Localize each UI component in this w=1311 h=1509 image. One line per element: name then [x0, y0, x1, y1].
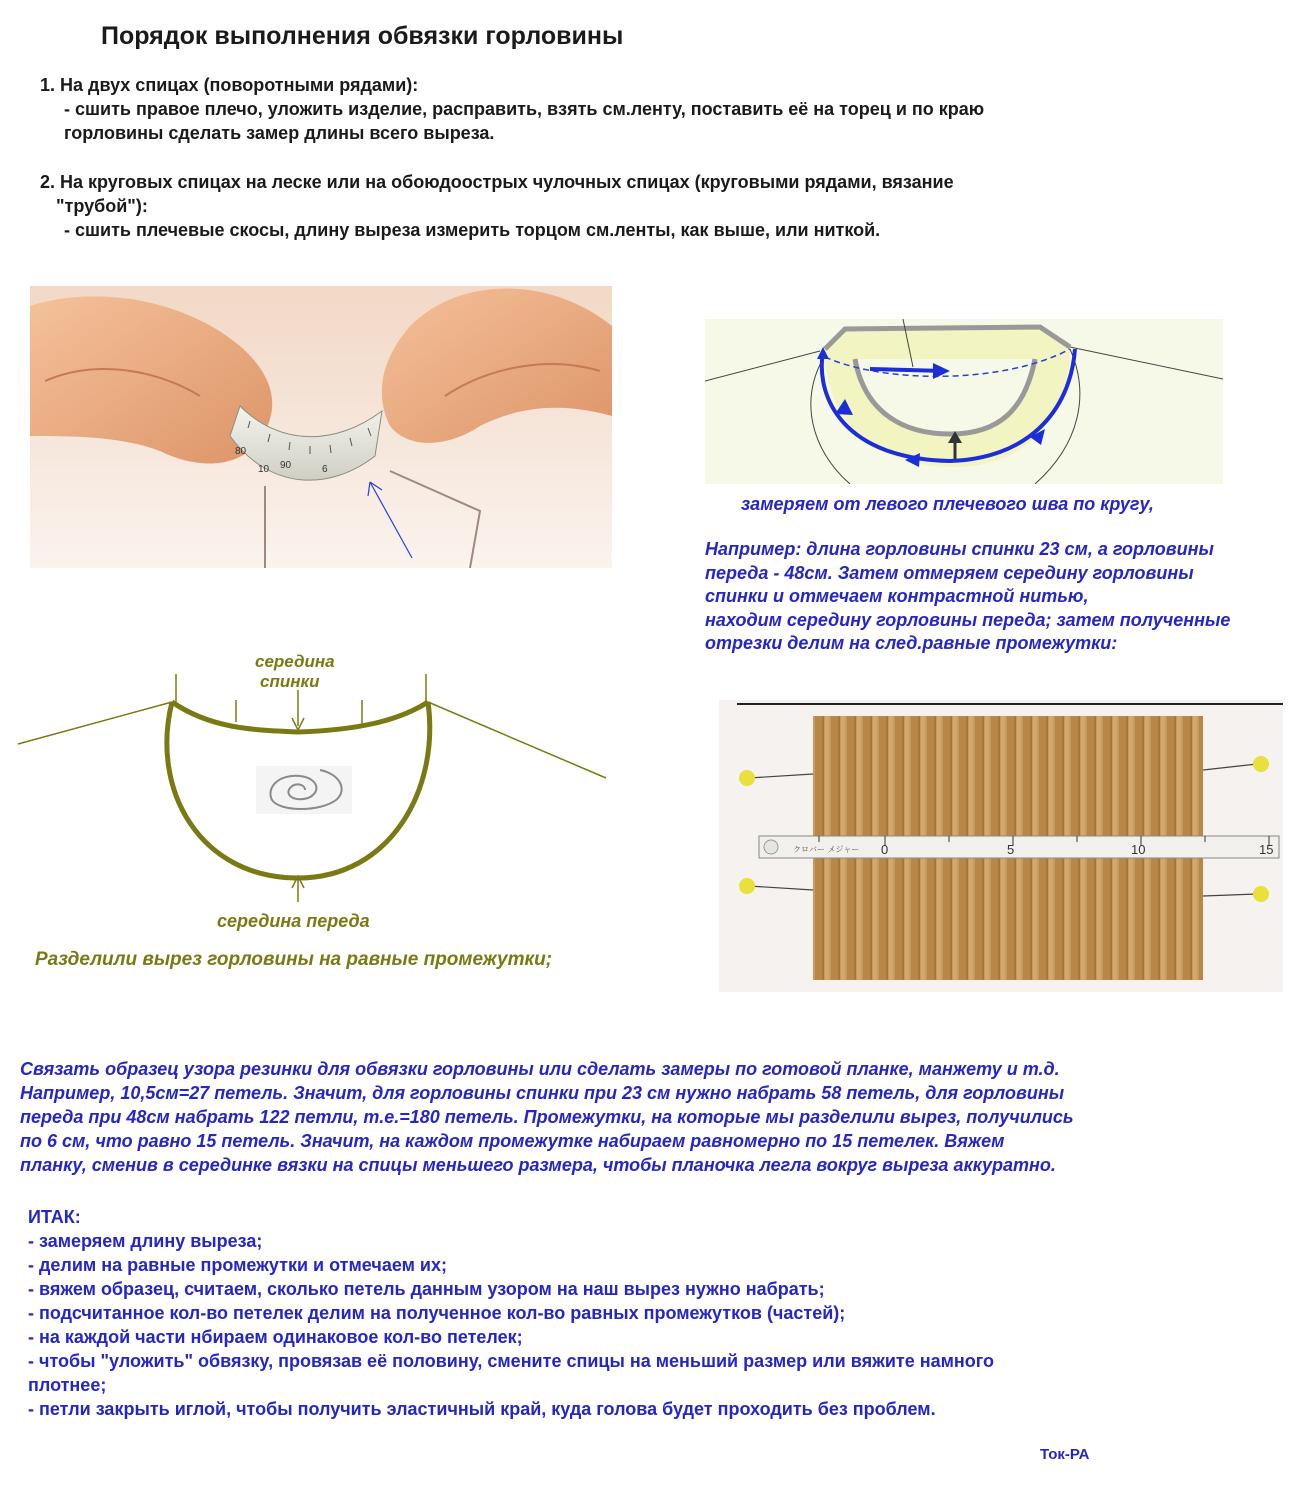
neckline-schematic	[705, 319, 1223, 484]
paragraph-line: переда при 48см набрать 122 петли, т.е.=180 петель. Промежутки, на которые мы разделили вырез, получились	[20, 1107, 1074, 1127]
diagram-caption: Разделили вырез горловины на равные промежутки;	[35, 949, 553, 970]
example-line: спинки и отмечаем контрастной нитью,	[705, 586, 1089, 606]
ruler-label-0: 0	[881, 842, 889, 857]
summary-item: - вяжем образец, считаем, сколько петель данным узором на наш вырез нужно набрать;	[28, 1279, 825, 1299]
summary-item: - замеряем длину выреза;	[28, 1231, 263, 1251]
example-line: находим середину горловины переда; затем полученные	[705, 609, 1231, 630]
step1-line1: - сшить правое плечо, уложить изделие, расправить, взять см.ленту, поставить её на торец и по краю	[64, 99, 985, 119]
ruler-label-5: 5	[1007, 842, 1015, 857]
tape-label-90: 90	[280, 460, 292, 471]
label-front-middle: середина переда	[217, 911, 370, 931]
summary-item: плотнее;	[28, 1375, 107, 1395]
tape-measure-photo	[30, 286, 612, 568]
instructions-paragraph	[20, 1057, 1074, 1177]
ruler-label-15: 15	[1259, 842, 1274, 857]
page-title: Порядок выполнения обвязки горловины	[101, 22, 624, 50]
example-line: Например: длина горловины спинки 23 см, а горловины	[705, 539, 1214, 559]
summary-item: - петли закрыть иглой, чтобы получить эластичный край, куда голова будет проходить без проблем.	[28, 1399, 936, 1419]
ruler-brand: クロバー メジャー	[793, 845, 860, 854]
caption-measure: замеряем от левого плечевого шва по кругу,	[741, 494, 1154, 514]
label-back-middle-2: спинки	[260, 672, 320, 691]
summary-item: - чтобы "уложить" обвязку, провязав её половину, смените спицы на меньший размер или вяжите намного	[28, 1351, 995, 1371]
label-back-middle-1: середина	[255, 652, 335, 671]
step2-heading-cont: "трубой"):	[56, 196, 148, 216]
example-text	[705, 538, 1230, 656]
summary-item: - на каждой части нбираем одинаковое кол-во петелек;	[28, 1327, 523, 1347]
tape-label-6: 6	[322, 464, 328, 475]
paragraph-line: Связать образец узора резинки для обвязки горловины или сделать замеры по готовой планке, манжету и т.д.	[20, 1059, 1060, 1079]
paragraph-line: Например, 10,5см=27 петель. Значит, для горловины спинки при 23 см нужно набрать 58 петель, для горловины	[20, 1083, 1065, 1103]
step1-heading: 1. На двух спицах (поворотными рядами):	[40, 75, 419, 95]
paragraph-line: планку, сменив в серединке вязки на спицы меньшего размера, чтобы планочка легла вокруг выреза аккуратно.	[20, 1155, 1056, 1175]
tape-label-80: 80	[235, 446, 247, 457]
tape-label-10: 10	[258, 464, 270, 475]
summary-heading: ИТАК:	[28, 1207, 81, 1227]
example-line: переда - 48см. Затем отмеряем середину горловины	[705, 562, 1194, 583]
summary-item: - делим на равные промежутки и отмечаем их;	[28, 1255, 447, 1275]
example-line: отрезки делим на след.равные промежутки:	[705, 633, 1118, 653]
knit-swatch-photo	[719, 700, 1283, 992]
summary-item: - подсчитанное кол-во петелек делим на полученное кол-во равных промежутков (частей);	[28, 1303, 846, 1323]
ruler-label-10: 10	[1131, 842, 1146, 857]
step2-heading: 2. На круговых спицах на леске или на обоюдоострых чулочных спицах (круговыми рядами, вязание	[40, 172, 954, 192]
paragraph-line: по 6 см, что равно 15 петель. Значит, на каждом промежутке набираем равномерно по 15 петелек. Вяжем	[20, 1131, 1005, 1151]
step2-line1: - сшить плечевые скосы, длину выреза измерить торцом см.ленты, как выше, или ниткой.	[64, 220, 881, 240]
signature: Ток-РА	[1040, 1446, 1090, 1463]
step1-line2: горловины сделать замер длины всего выреза.	[64, 123, 495, 143]
division-diagram	[0, 640, 640, 910]
summary-list	[28, 1205, 994, 1421]
